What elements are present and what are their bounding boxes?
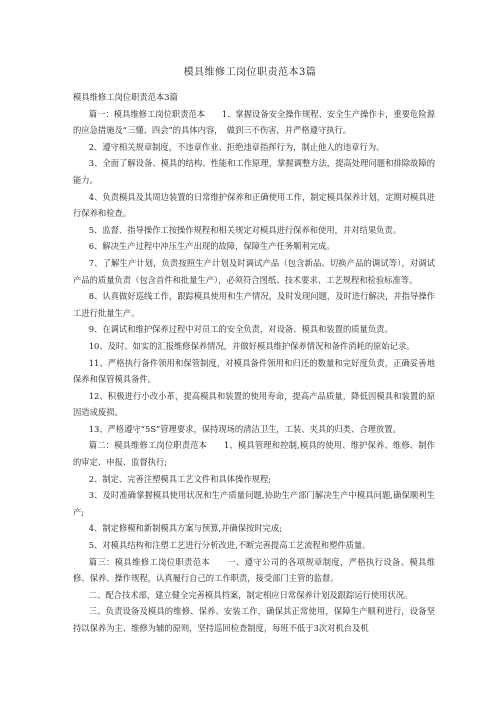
- paragraph: 2、遵守相关规章制度，不违章作业、拒绝违章指挥行为，制止他人的违章行为。: [88, 141, 385, 152]
- paragraph: 4、制定修模和新制模具方案与预算,并确保按时完成;: [88, 523, 283, 534]
- paragraph: 6、解决生产过程中冲压生产出现的故障，保障生产任务顺利完成。: [88, 241, 335, 252]
- document-title: 模具维修工岗位职责范本3篇: [183, 67, 317, 78]
- paragraph: 9、在调试和维护保养过程中对员工的安全负责，对设备、模具和装置的质量负责。: [88, 324, 393, 335]
- paragraph: 13、严格遵守“5S”管理要求，保持现场的清洁卫生，工装、夹具的归类、合理放置。: [88, 423, 401, 434]
- paragraph: 篇一：模具维修工岗位职责范本 1、掌握设备安全操作规程、安全生产操作卡，重要危险源的应急措施及“三懂、四会”的具体内容， 做到三不伤害，并严格遵守执行。: [73, 108, 435, 136]
- document-body: [73, 89, 435, 637]
- paragraph: 二、配合技术部，建立健全完善模具档案，制定相应日常保养计划及跟踪运行使用状况。: [88, 589, 413, 600]
- paragraph: 2、制定、完善注塑模具工艺文件和具体操作规程;: [88, 473, 272, 484]
- paragraph: 三、负责设备及模具的维修、保养、安装工作，确保其正常使用，保障生产顺利进行，设备坚持以保养为主、维修为辅的原则，坚持巡回检查制度，每班不低于3次对机台及机: [73, 606, 435, 633]
- paragraph: 5、对模具结构和注塑工艺进行分析改进,不断完善提高工艺流程和塑件质量。: [88, 540, 371, 551]
- paragraph: 8、认真做好巡线工作，跟踪模具使用和生产情况，及时发现问题，及时进行解决，并指导操作工进行批量生产。: [73, 291, 435, 318]
- paragraph: 12、积极进行小改小革，提高模具和装置的使用寿命，提高产品质量，降低因模具和装置的原因造成废损。: [73, 390, 435, 418]
- paragraph: 篇二：模具维修工岗位职责范本 1、模具管理和控制,模具的使用、维护保养、维修、制作的审定、申报、监督执行;: [73, 440, 435, 468]
- paragraph: 篇三：模具维修工岗位职责范本 一、遵守公司的各项规章制度，严格执行设备、模具维修、保养、操作规程，认真履行自己的工作职责，接受部门主管的监督。: [73, 556, 435, 584]
- paragraph: 11、严格执行备件领用和保管制度，对模具备件领用和归还的数量和完好度负责，正确妥善地保养和保管模具备件。: [73, 357, 435, 385]
- document-subtitle: 模具维修工岗位职责范本3篇: [73, 92, 178, 102]
- paragraph: 3、及时准确掌握模具使用状况和生产质量问题,协助生产部门解决生产中模具问题,确保顺利生产;: [73, 490, 435, 517]
- paragraph: 10、及时、如实的汇报维修保养情况，并做好模具维护保养情况和备件消耗的原始记录。: [88, 340, 415, 351]
- paragraph: 7、了解生产计划，负责按照生产计划及时调试产品（包含新品、切换产品的调试等），对调试产品的质量负责（包含首件和批量生产），必须符合图纸、技术要求、工艺规程和检验标准等。: [73, 257, 435, 285]
- paragraph: 5、监督、指导操作工按操作规程和相关规定对模具进行保养和使用，并对结果负责。: [88, 224, 402, 235]
- paragraph: 3、全面了解设备、模具的结构、性能和工作原理，掌握调整方法，提高处理问题和排除故障的能力。: [73, 158, 435, 185]
- paragraph: 4、负责模具及其周边装置的日常维护保养和正确使用工作，制定模具保养计划，定期对模具进行保养和检查。: [73, 191, 435, 219]
